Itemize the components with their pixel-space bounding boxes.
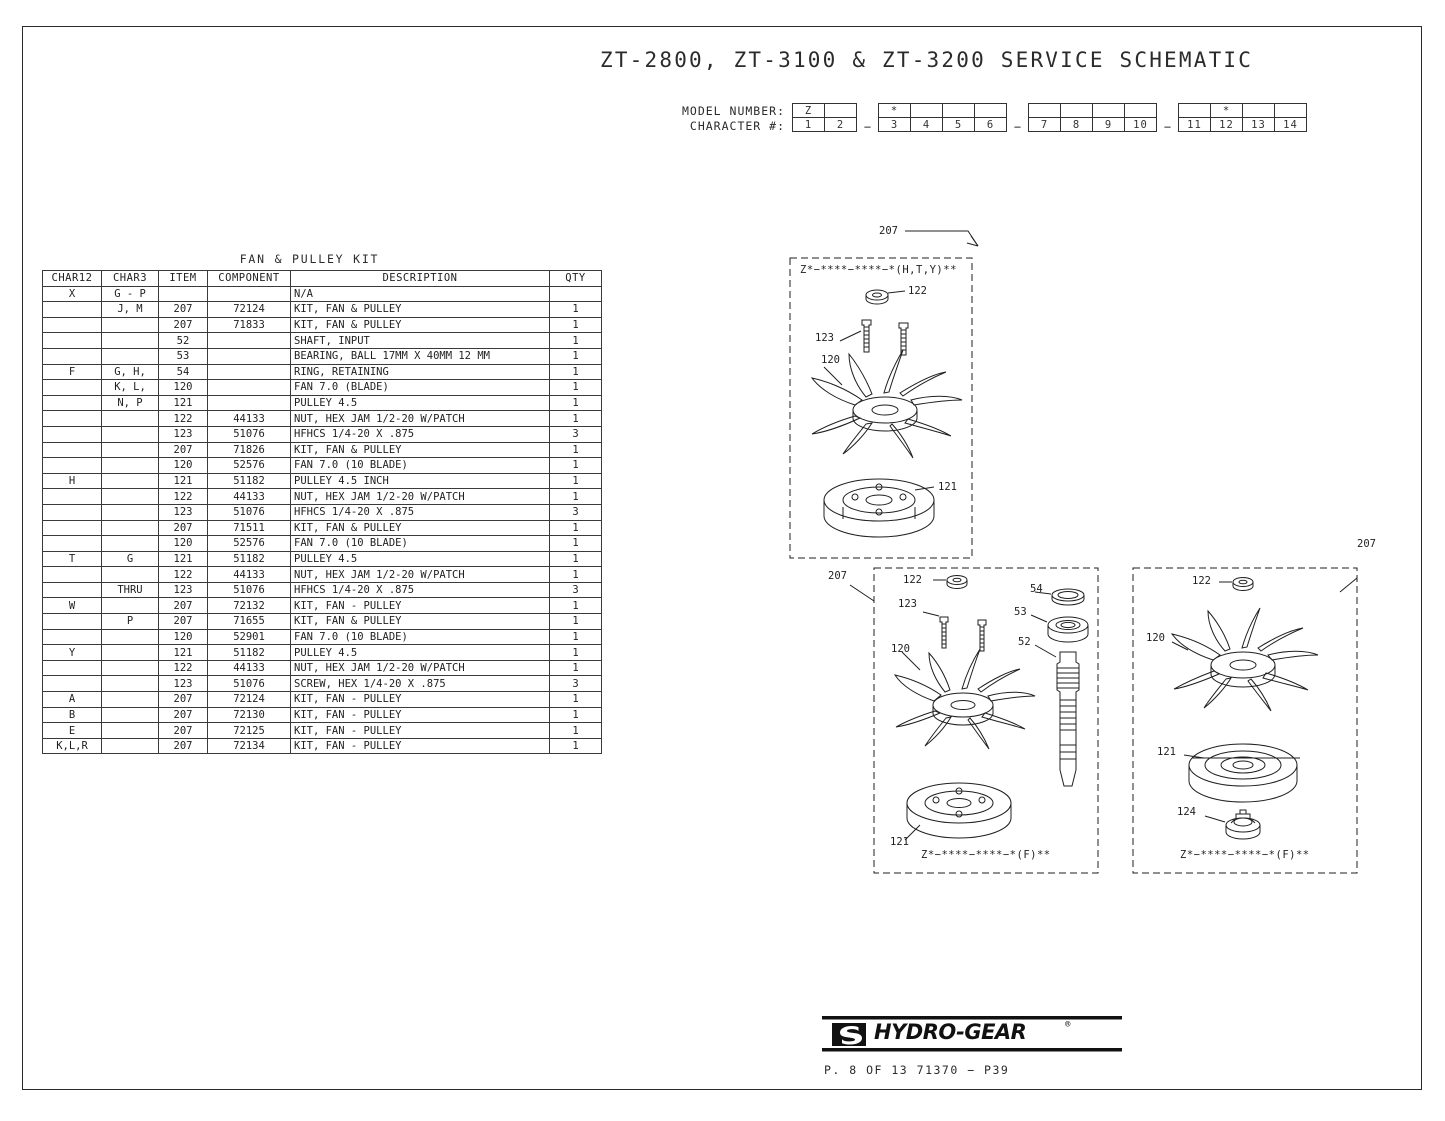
cell-description: KIT, FAN - PULLEY	[291, 723, 550, 739]
table-row	[43, 567, 602, 583]
cell-char3	[102, 598, 159, 614]
cell-item: 121	[159, 645, 208, 661]
col-header-item: ITEM	[159, 271, 208, 287]
cell-qty: 1	[550, 551, 602, 567]
cell-qty: 1	[550, 302, 602, 318]
cell-description: N/A	[291, 286, 550, 302]
character-index-cell: 12	[1210, 117, 1243, 132]
character-index-cell: 7	[1028, 117, 1061, 132]
cell-qty: 1	[550, 567, 602, 583]
cell-description: KIT, FAN & PULLEY	[291, 520, 550, 536]
cell-component: 71511	[208, 520, 291, 536]
cell-char3	[102, 317, 159, 333]
character-index-cell: 11	[1178, 117, 1211, 132]
cell-item: 207	[159, 520, 208, 536]
character-number-label: CHARACTER #:	[689, 119, 785, 133]
cell-description: HFHCS 1/4-20 X .875	[291, 426, 550, 442]
cell-qty: 1	[550, 738, 602, 754]
model-separator-3	[1157, 104, 1179, 134]
parts-table-container	[42, 252, 602, 754]
cell-component	[208, 286, 291, 302]
character-index-cell: 9	[1092, 117, 1125, 132]
cell-description: HFHCS 1/4-20 X .875	[291, 504, 550, 520]
cell-char3	[102, 536, 159, 552]
cell-component: 52576	[208, 536, 291, 552]
col-header-char3: CHAR3	[102, 271, 159, 287]
cell-char3	[102, 504, 159, 520]
cell-char3	[102, 676, 159, 692]
cell-char12	[43, 348, 102, 364]
callout-122-br: 122	[1192, 575, 1211, 587]
cell-qty: 1	[550, 660, 602, 676]
cell-char12	[43, 317, 102, 333]
table-row	[43, 582, 602, 598]
model-char-cell[interactable]	[1028, 103, 1061, 118]
cell-item	[159, 286, 208, 302]
separator-dash: −	[1013, 119, 1023, 134]
separator-dash: −	[863, 119, 873, 134]
cell-component: 44133	[208, 660, 291, 676]
cell-description: NUT, HEX JAM 1/2-20 W/PATCH	[291, 660, 550, 676]
cell-qty: 1	[550, 707, 602, 723]
cell-qty: 1	[550, 598, 602, 614]
character-index-cell: 13	[1242, 117, 1275, 132]
cell-char3	[102, 348, 159, 364]
cell-char3	[102, 489, 159, 505]
table-row	[43, 723, 602, 739]
callout-207-top: 207	[879, 225, 898, 237]
model-char-cell[interactable]	[1274, 103, 1307, 118]
cell-qty: 1	[550, 348, 602, 364]
cell-component: 51076	[208, 504, 291, 520]
cell-char12	[43, 411, 102, 427]
cell-component: 51182	[208, 551, 291, 567]
table-row	[43, 364, 602, 380]
cell-char3: K, L,	[102, 380, 159, 396]
model-char-cell[interactable]	[1124, 103, 1157, 118]
cell-component	[208, 348, 291, 364]
cell-description: KIT, FAN - PULLEY	[291, 598, 550, 614]
model-char-cell[interactable]	[1242, 103, 1275, 118]
cell-item: 123	[159, 582, 208, 598]
cell-char3	[102, 567, 159, 583]
cell-qty: 1	[550, 317, 602, 333]
cell-qty: 1	[550, 442, 602, 458]
cell-char12	[43, 536, 102, 552]
cell-char3: G, H,	[102, 364, 159, 380]
cell-item: 207	[159, 302, 208, 318]
cell-component: 51182	[208, 645, 291, 661]
table-row	[43, 458, 602, 474]
cell-description: NUT, HEX JAM 1/2-20 W/PATCH	[291, 411, 550, 427]
cell-item: 207	[159, 598, 208, 614]
cell-char12	[43, 395, 102, 411]
cell-component	[208, 364, 291, 380]
model-group-4	[1179, 104, 1307, 132]
table-row	[43, 302, 602, 318]
cell-description: PULLEY 4.5	[291, 645, 550, 661]
cell-description: NUT, HEX JAM 1/2-20 W/PATCH	[291, 567, 550, 583]
cell-item: 54	[159, 364, 208, 380]
cell-component: 44133	[208, 411, 291, 427]
cell-char3	[102, 707, 159, 723]
cell-char3	[102, 738, 159, 754]
cell-item: 122	[159, 660, 208, 676]
col-header-component: COMPONENT	[208, 271, 291, 287]
cell-item: 207	[159, 317, 208, 333]
cell-qty: 3	[550, 676, 602, 692]
cell-qty: 1	[550, 536, 602, 552]
cell-qty: 1	[550, 645, 602, 661]
cell-item: 207	[159, 692, 208, 708]
character-index-cell: 2	[824, 117, 857, 132]
callout-123-top: 123	[815, 332, 834, 344]
model-char-cell[interactable]	[942, 103, 975, 118]
cell-char12	[43, 660, 102, 676]
cell-qty: 1	[550, 692, 602, 708]
cell-description: PULLEY 4.5	[291, 551, 550, 567]
table-row	[43, 380, 602, 396]
callout-120-bl: 120	[891, 643, 910, 655]
cell-char12	[43, 567, 102, 583]
cell-char3	[102, 458, 159, 474]
cell-component: 71833	[208, 317, 291, 333]
callout-121-top: 121	[938, 481, 957, 493]
cell-char12	[43, 380, 102, 396]
cell-char3	[102, 426, 159, 442]
col-header-char12: CHAR12	[43, 271, 102, 287]
cell-char3	[102, 629, 159, 645]
table-row	[43, 692, 602, 708]
callout-54-bl: 54	[1030, 583, 1043, 595]
cell-char12	[43, 582, 102, 598]
model-char-cell[interactable]	[824, 103, 857, 118]
cell-char3	[102, 442, 159, 458]
character-index-cell: 4	[910, 117, 943, 132]
cell-qty: 1	[550, 520, 602, 536]
callout-120-br: 120	[1146, 632, 1165, 644]
cell-description: FAN 7.0 (BLADE)	[291, 380, 550, 396]
cell-component: 72134	[208, 738, 291, 754]
cell-char12	[43, 333, 102, 349]
cell-qty: 3	[550, 426, 602, 442]
model-separator-1	[857, 104, 879, 134]
parts-table-caption: FAN & PULLEY KIT	[239, 252, 380, 266]
panel-code-top: Z*−****−****−*(H,T,Y)**	[800, 264, 957, 276]
table-row	[43, 426, 602, 442]
cell-component: 52901	[208, 629, 291, 645]
cell-component	[208, 395, 291, 411]
cell-char3	[102, 520, 159, 536]
cell-item: 207	[159, 738, 208, 754]
logo-wordmark: HYDRO-GEAR	[874, 1020, 1027, 1044]
cell-component: 51182	[208, 473, 291, 489]
cell-description: FAN 7.0 (10 BLADE)	[291, 536, 550, 552]
table-row	[43, 473, 602, 489]
cell-char12	[43, 426, 102, 442]
callout-122-top: 122	[908, 285, 927, 297]
table-row	[43, 645, 602, 661]
cell-description: SHAFT, INPUT	[291, 333, 550, 349]
cell-item: 121	[159, 395, 208, 411]
cell-description: HFHCS 1/4-20 X .875	[291, 582, 550, 598]
callout-53-bl: 53	[1014, 606, 1027, 618]
cell-description: BEARING, BALL 17MM X 40MM 12 MM	[291, 348, 550, 364]
cell-component	[208, 333, 291, 349]
panel-code-bottom-right: Z*−****−****−*(F)**	[1180, 849, 1310, 861]
character-index-cell: 8	[1060, 117, 1093, 132]
cell-qty: 1	[550, 395, 602, 411]
cell-char12	[43, 614, 102, 630]
cell-qty: 1	[550, 364, 602, 380]
cell-char12	[43, 489, 102, 505]
cell-component: 44133	[208, 489, 291, 505]
table-row	[43, 520, 602, 536]
table-row	[43, 317, 602, 333]
cell-description: KIT, FAN & PULLEY	[291, 614, 550, 630]
cell-description: KIT, FAN - PULLEY	[291, 707, 550, 723]
cell-char12: F	[43, 364, 102, 380]
character-index-cell: 5	[942, 117, 975, 132]
page-title: ZT-2800, ZT-3100 & ZT-3200 SERVICE SCHEMATIC	[600, 48, 1254, 72]
cell-qty: 1	[550, 458, 602, 474]
cell-item: 123	[159, 676, 208, 692]
table-row	[43, 676, 602, 692]
model-char-cell[interactable]: *	[1210, 103, 1243, 118]
table-row	[43, 660, 602, 676]
cell-description: SCREW, HEX 1/4-20 X .875	[291, 676, 550, 692]
cell-component: 71826	[208, 442, 291, 458]
model-number-labels	[655, 104, 785, 134]
cell-item: 53	[159, 348, 208, 364]
character-index-cell: 14	[1274, 117, 1307, 132]
cell-component: 72124	[208, 692, 291, 708]
model-char-cell[interactable]	[974, 103, 1007, 118]
cell-description: FAN 7.0 (10 BLADE)	[291, 629, 550, 645]
cell-description: KIT, FAN & PULLEY	[291, 442, 550, 458]
model-char-cell[interactable]	[910, 103, 943, 118]
cell-component: 72125	[208, 723, 291, 739]
cell-qty	[550, 286, 602, 302]
callout-52-bl: 52	[1018, 636, 1031, 648]
cell-char12	[43, 629, 102, 645]
cell-component: 51076	[208, 426, 291, 442]
cell-item: 52	[159, 333, 208, 349]
cell-char12: X	[43, 286, 102, 302]
cell-description: KIT, FAN & PULLEY	[291, 317, 550, 333]
cell-char12	[43, 442, 102, 458]
cell-item: 122	[159, 411, 208, 427]
cell-component: 51076	[208, 582, 291, 598]
model-number-label: MODEL NUMBER:	[681, 104, 785, 118]
col-header-qty: QTY	[550, 271, 602, 287]
cell-char12: H	[43, 473, 102, 489]
model-char-cell[interactable]	[1178, 103, 1211, 118]
cell-item: 121	[159, 473, 208, 489]
callout-207-br: 207	[1357, 538, 1376, 550]
cell-char12: K,L,R	[43, 738, 102, 754]
cell-char3	[102, 723, 159, 739]
cell-char3: J, M	[102, 302, 159, 318]
cell-item: 120	[159, 629, 208, 645]
table-row	[43, 442, 602, 458]
cell-item: 120	[159, 458, 208, 474]
cell-item: 123	[159, 504, 208, 520]
cell-qty: 1	[550, 629, 602, 645]
model-separator-2	[1007, 104, 1029, 134]
cell-char3: THRU	[102, 582, 159, 598]
cell-component: 71655	[208, 614, 291, 630]
model-char-cell[interactable]	[1092, 103, 1125, 118]
cell-qty: 1	[550, 380, 602, 396]
hydro-gear-logo	[822, 1016, 1122, 1054]
character-index-cell: 3	[878, 117, 911, 132]
callout-121-br: 121	[1157, 746, 1176, 758]
cell-item: 122	[159, 567, 208, 583]
cell-char12: Y	[43, 645, 102, 661]
cell-component: 72124	[208, 302, 291, 318]
col-header-description: DESCRIPTION	[291, 271, 550, 287]
logo-registered-mark: ®	[1065, 1020, 1071, 1030]
cell-description: RING, RETAINING	[291, 364, 550, 380]
callout-122-bl: 122	[903, 574, 922, 586]
model-number-grid	[793, 104, 1307, 134]
cell-char12	[43, 302, 102, 318]
cell-component: 72130	[208, 707, 291, 723]
cell-char12	[43, 520, 102, 536]
table-row	[43, 707, 602, 723]
cell-description: PULLEY 4.5	[291, 395, 550, 411]
cell-component: 44133	[208, 567, 291, 583]
cell-item: 121	[159, 551, 208, 567]
table-row	[43, 489, 602, 505]
cell-qty: 3	[550, 504, 602, 520]
model-char-cell[interactable]: *	[878, 103, 911, 118]
cell-item: 120	[159, 536, 208, 552]
table-row	[43, 333, 602, 349]
cell-char3	[102, 692, 159, 708]
cell-description: KIT, FAN - PULLEY	[291, 692, 550, 708]
cell-description: NUT, HEX JAM 1/2-20 W/PATCH	[291, 489, 550, 505]
table-row	[43, 286, 602, 302]
model-group-2	[879, 104, 1007, 132]
model-char-cell[interactable]	[1060, 103, 1093, 118]
cell-char3	[102, 411, 159, 427]
page-footer-info: P. 8 OF 13 71370 − P39	[824, 1063, 1010, 1077]
cell-qty: 1	[550, 473, 602, 489]
table-row	[43, 504, 602, 520]
cell-description: FAN 7.0 (10 BLADE)	[291, 458, 550, 474]
cell-component: 72132	[208, 598, 291, 614]
cell-description: PULLEY 4.5 INCH	[291, 473, 550, 489]
cell-qty: 1	[550, 489, 602, 505]
model-char-cell[interactable]: Z	[792, 103, 825, 118]
cell-qty: 1	[550, 411, 602, 427]
cell-char3: G - P	[102, 286, 159, 302]
cell-item: 207	[159, 442, 208, 458]
cell-char12	[43, 676, 102, 692]
callout-207-bl: 207	[828, 570, 847, 582]
table-row	[43, 738, 602, 754]
table-header-row	[43, 271, 602, 287]
character-index-cell: 6	[974, 117, 1007, 132]
table-row	[43, 551, 602, 567]
cell-qty: 3	[550, 582, 602, 598]
cell-item: 123	[159, 426, 208, 442]
cell-char12: A	[43, 692, 102, 708]
table-row	[43, 411, 602, 427]
cell-qty: 1	[550, 333, 602, 349]
cell-component	[208, 380, 291, 396]
table-row	[43, 614, 602, 630]
callout-123-bl: 123	[898, 598, 917, 610]
model-group-1	[793, 104, 857, 132]
table-row	[43, 536, 602, 552]
cell-char3	[102, 660, 159, 676]
cell-char3	[102, 333, 159, 349]
table-row	[43, 395, 602, 411]
cell-item: 207	[159, 707, 208, 723]
callout-120-top: 120	[821, 354, 840, 366]
cell-description: KIT, FAN - PULLEY	[291, 738, 550, 754]
cell-char3: G	[102, 551, 159, 567]
cell-char12	[43, 504, 102, 520]
cell-char12: B	[43, 707, 102, 723]
cell-item: 122	[159, 489, 208, 505]
cell-item: 207	[159, 614, 208, 630]
cell-char3	[102, 645, 159, 661]
table-row	[43, 348, 602, 364]
callout-121-bl: 121	[890, 836, 909, 848]
callout-124-br: 124	[1177, 806, 1196, 818]
separator-dash: −	[1163, 119, 1173, 134]
cell-char3	[102, 473, 159, 489]
table-row	[43, 629, 602, 645]
cell-component: 52576	[208, 458, 291, 474]
panel-code-bottom-left: Z*−****−****−*(F)**	[921, 849, 1051, 861]
cell-description: KIT, FAN & PULLEY	[291, 302, 550, 318]
cell-component: 51076	[208, 676, 291, 692]
model-group-3	[1029, 104, 1157, 132]
parts-table	[42, 270, 602, 754]
cell-item: 120	[159, 380, 208, 396]
cell-char12: W	[43, 598, 102, 614]
table-row	[43, 598, 602, 614]
cell-item: 207	[159, 723, 208, 739]
cell-char3: N, P	[102, 395, 159, 411]
character-index-cell: 10	[1124, 117, 1157, 132]
cell-qty: 1	[550, 723, 602, 739]
character-index-cell: 1	[792, 117, 825, 132]
cell-char12: T	[43, 551, 102, 567]
cell-char3: P	[102, 614, 159, 630]
cell-char12	[43, 458, 102, 474]
cell-char12: E	[43, 723, 102, 739]
cell-qty: 1	[550, 614, 602, 630]
